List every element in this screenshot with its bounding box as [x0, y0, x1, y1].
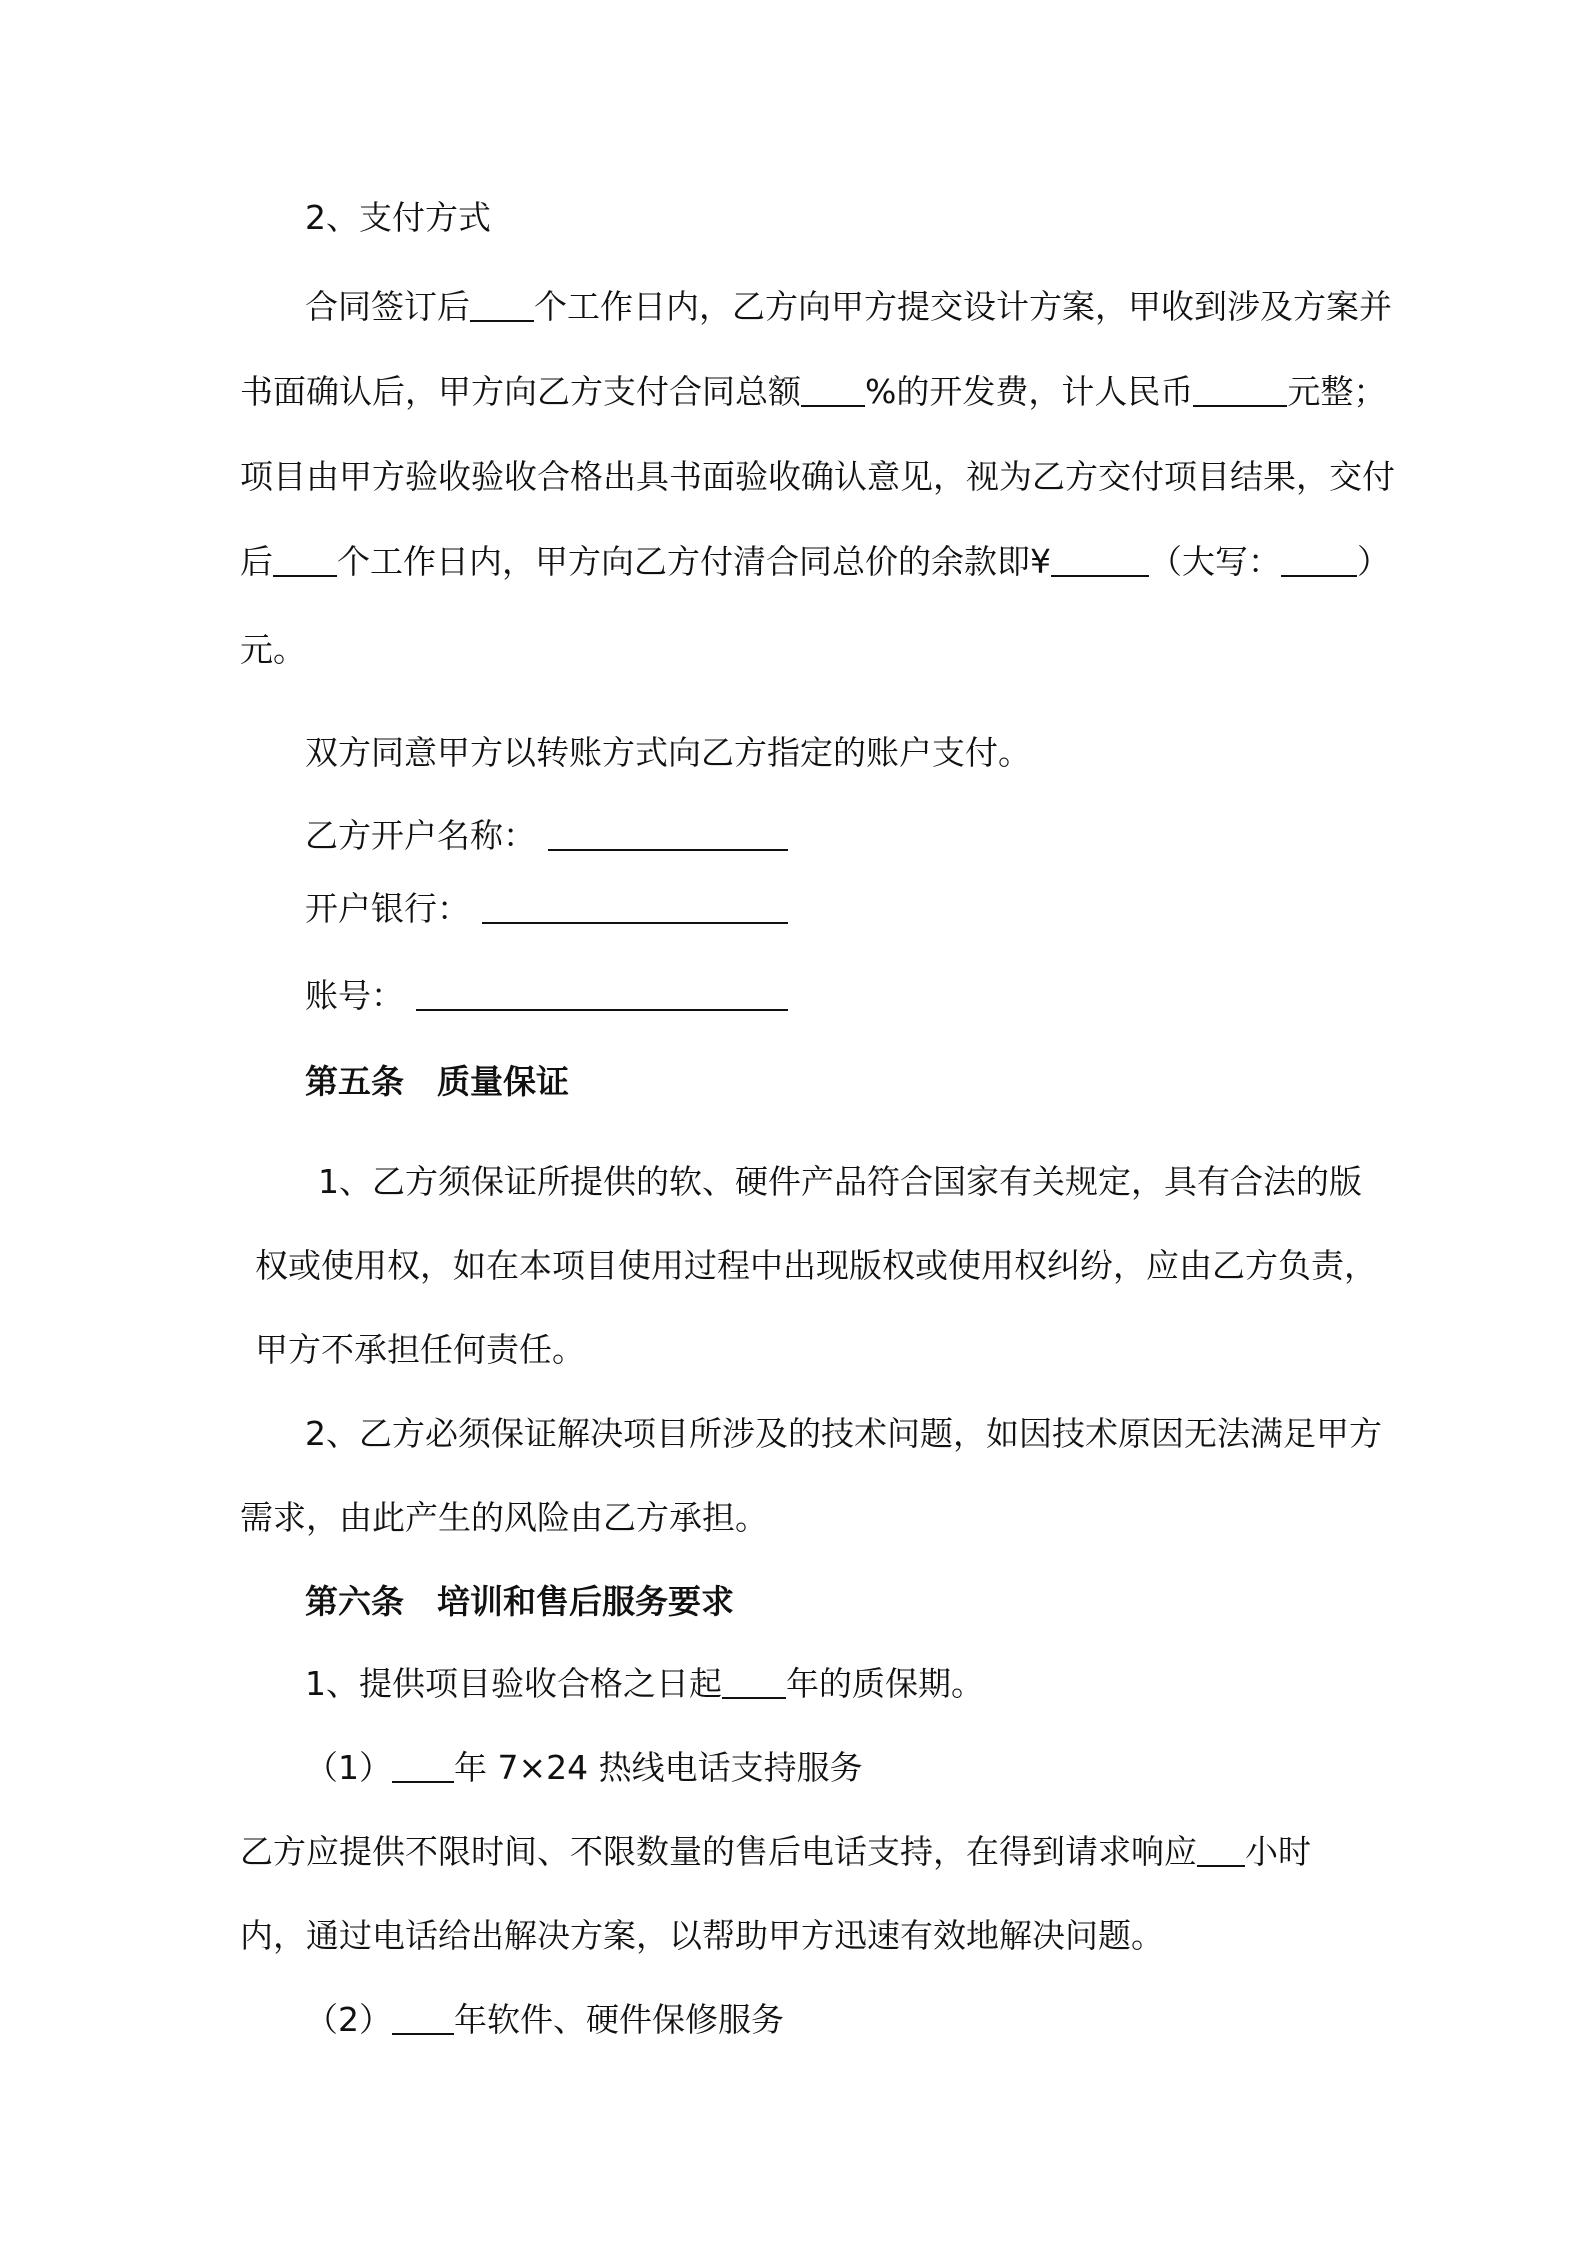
text: （大写： [1149, 542, 1281, 581]
text: 个工作日内，甲方向乙方付清合同总价的余款即¥ [337, 542, 1051, 581]
text: 1、提供项目验收合格之日起 [305, 1664, 722, 1703]
text: 年 7×24 热线电话支持服务 [454, 1748, 863, 1787]
account-number-row [305, 974, 788, 1018]
text: 项目由甲方验收验收合格出具书面验收确认意见，视为乙方交付项目结果，交付 [240, 457, 1395, 496]
text: 年软件、硬件保修服务 [454, 2000, 784, 2039]
article5-item1-line2 [255, 1244, 1377, 1288]
article5-item1-line1 [318, 1160, 1362, 1204]
text: （2） [305, 2000, 392, 2039]
text: 第六条 培训和售后服务要求 [305, 1582, 734, 1621]
text: 年的质保期。 [786, 1664, 984, 1703]
article5-heading [305, 1060, 569, 1104]
blank-final-days [273, 541, 337, 577]
article6-sub1-text-line1 [240, 1830, 1311, 1874]
article6-sub1 [305, 1746, 863, 1790]
payment-heading-text: 2、支付方式 [305, 198, 491, 237]
blank-warranty-years [722, 1663, 786, 1699]
article6-sub2 [305, 1998, 784, 2042]
text: %的开发费，计人民币 [865, 372, 1194, 411]
transfer-text [305, 731, 1031, 775]
text: 元整； [1287, 372, 1387, 411]
text: 个工作日内，乙方向甲方提交设计方案，甲收到涉及方案并 [534, 287, 1392, 326]
blank-repair-years [392, 1999, 454, 2035]
payment-line-1 [305, 285, 1392, 329]
text: 甲方不承担任何责任。 [255, 1330, 585, 1369]
text: 1、乙方须保证所提供的软、硬件产品符合国家有关规定，具有合法的版 [318, 1162, 1362, 1201]
payment-line-3 [240, 455, 1395, 499]
text: 内，通过电话给出解决方案，以帮助甲方迅速有效地解决问题。 [240, 1916, 1164, 1955]
text: （1） [305, 1748, 392, 1787]
text: 双方同意甲方以转账方式向乙方指定的账户支付。 [305, 733, 1031, 772]
blank-workdays [470, 286, 534, 322]
text: 书面确认后，甲方向乙方支付合同总额 [240, 372, 801, 411]
text: 元。 [240, 630, 306, 669]
article5-item2-line2 [240, 1496, 768, 1540]
payment-line-5 [240, 628, 306, 672]
account-number-label: 账号： [305, 976, 404, 1015]
bank-blank [482, 888, 788, 924]
bank-label: 开户银行： [305, 889, 470, 928]
blank-percent [801, 371, 865, 407]
account-name-row [305, 814, 788, 858]
article6-item1 [305, 1662, 984, 1706]
payment-line-2 [240, 370, 1386, 414]
text: 第五条 质量保证 [305, 1062, 569, 1101]
text: 小时 [1245, 1832, 1311, 1871]
blank-uppercase [1281, 541, 1357, 577]
bank-row [305, 887, 788, 931]
payment-heading [305, 196, 491, 240]
payment-line-4 [240, 540, 1390, 584]
account-name-label: 乙方开户名称： [305, 816, 536, 855]
account-name-blank [548, 815, 788, 851]
blank-amount [1193, 371, 1287, 407]
blank-response-hours [1197, 1831, 1245, 1867]
article5-item2-line1 [305, 1412, 1382, 1456]
text: 需求，由此产生的风险由乙方承担。 [240, 1498, 768, 1537]
article6-sub1-text-line2 [240, 1914, 1164, 1958]
text: ） [1357, 542, 1390, 581]
text: 权或使用权，如在本项目使用过程中出现版权或使用权纠纷，应由乙方负责， [255, 1246, 1377, 1285]
text: 乙方应提供不限时间、不限数量的售后电话支持，在得到请求响应 [240, 1832, 1197, 1871]
text: 2、乙方必须保证解决项目所涉及的技术问题，如因技术原因无法满足甲方 [305, 1414, 1382, 1453]
text: 合同签订后 [305, 287, 470, 326]
article6-heading [305, 1580, 734, 1624]
article5-item1-line3 [255, 1328, 585, 1372]
blank-balance [1051, 541, 1149, 577]
blank-hotline-years [392, 1747, 454, 1783]
account-number-blank [416, 975, 788, 1011]
text: 后 [240, 542, 273, 581]
